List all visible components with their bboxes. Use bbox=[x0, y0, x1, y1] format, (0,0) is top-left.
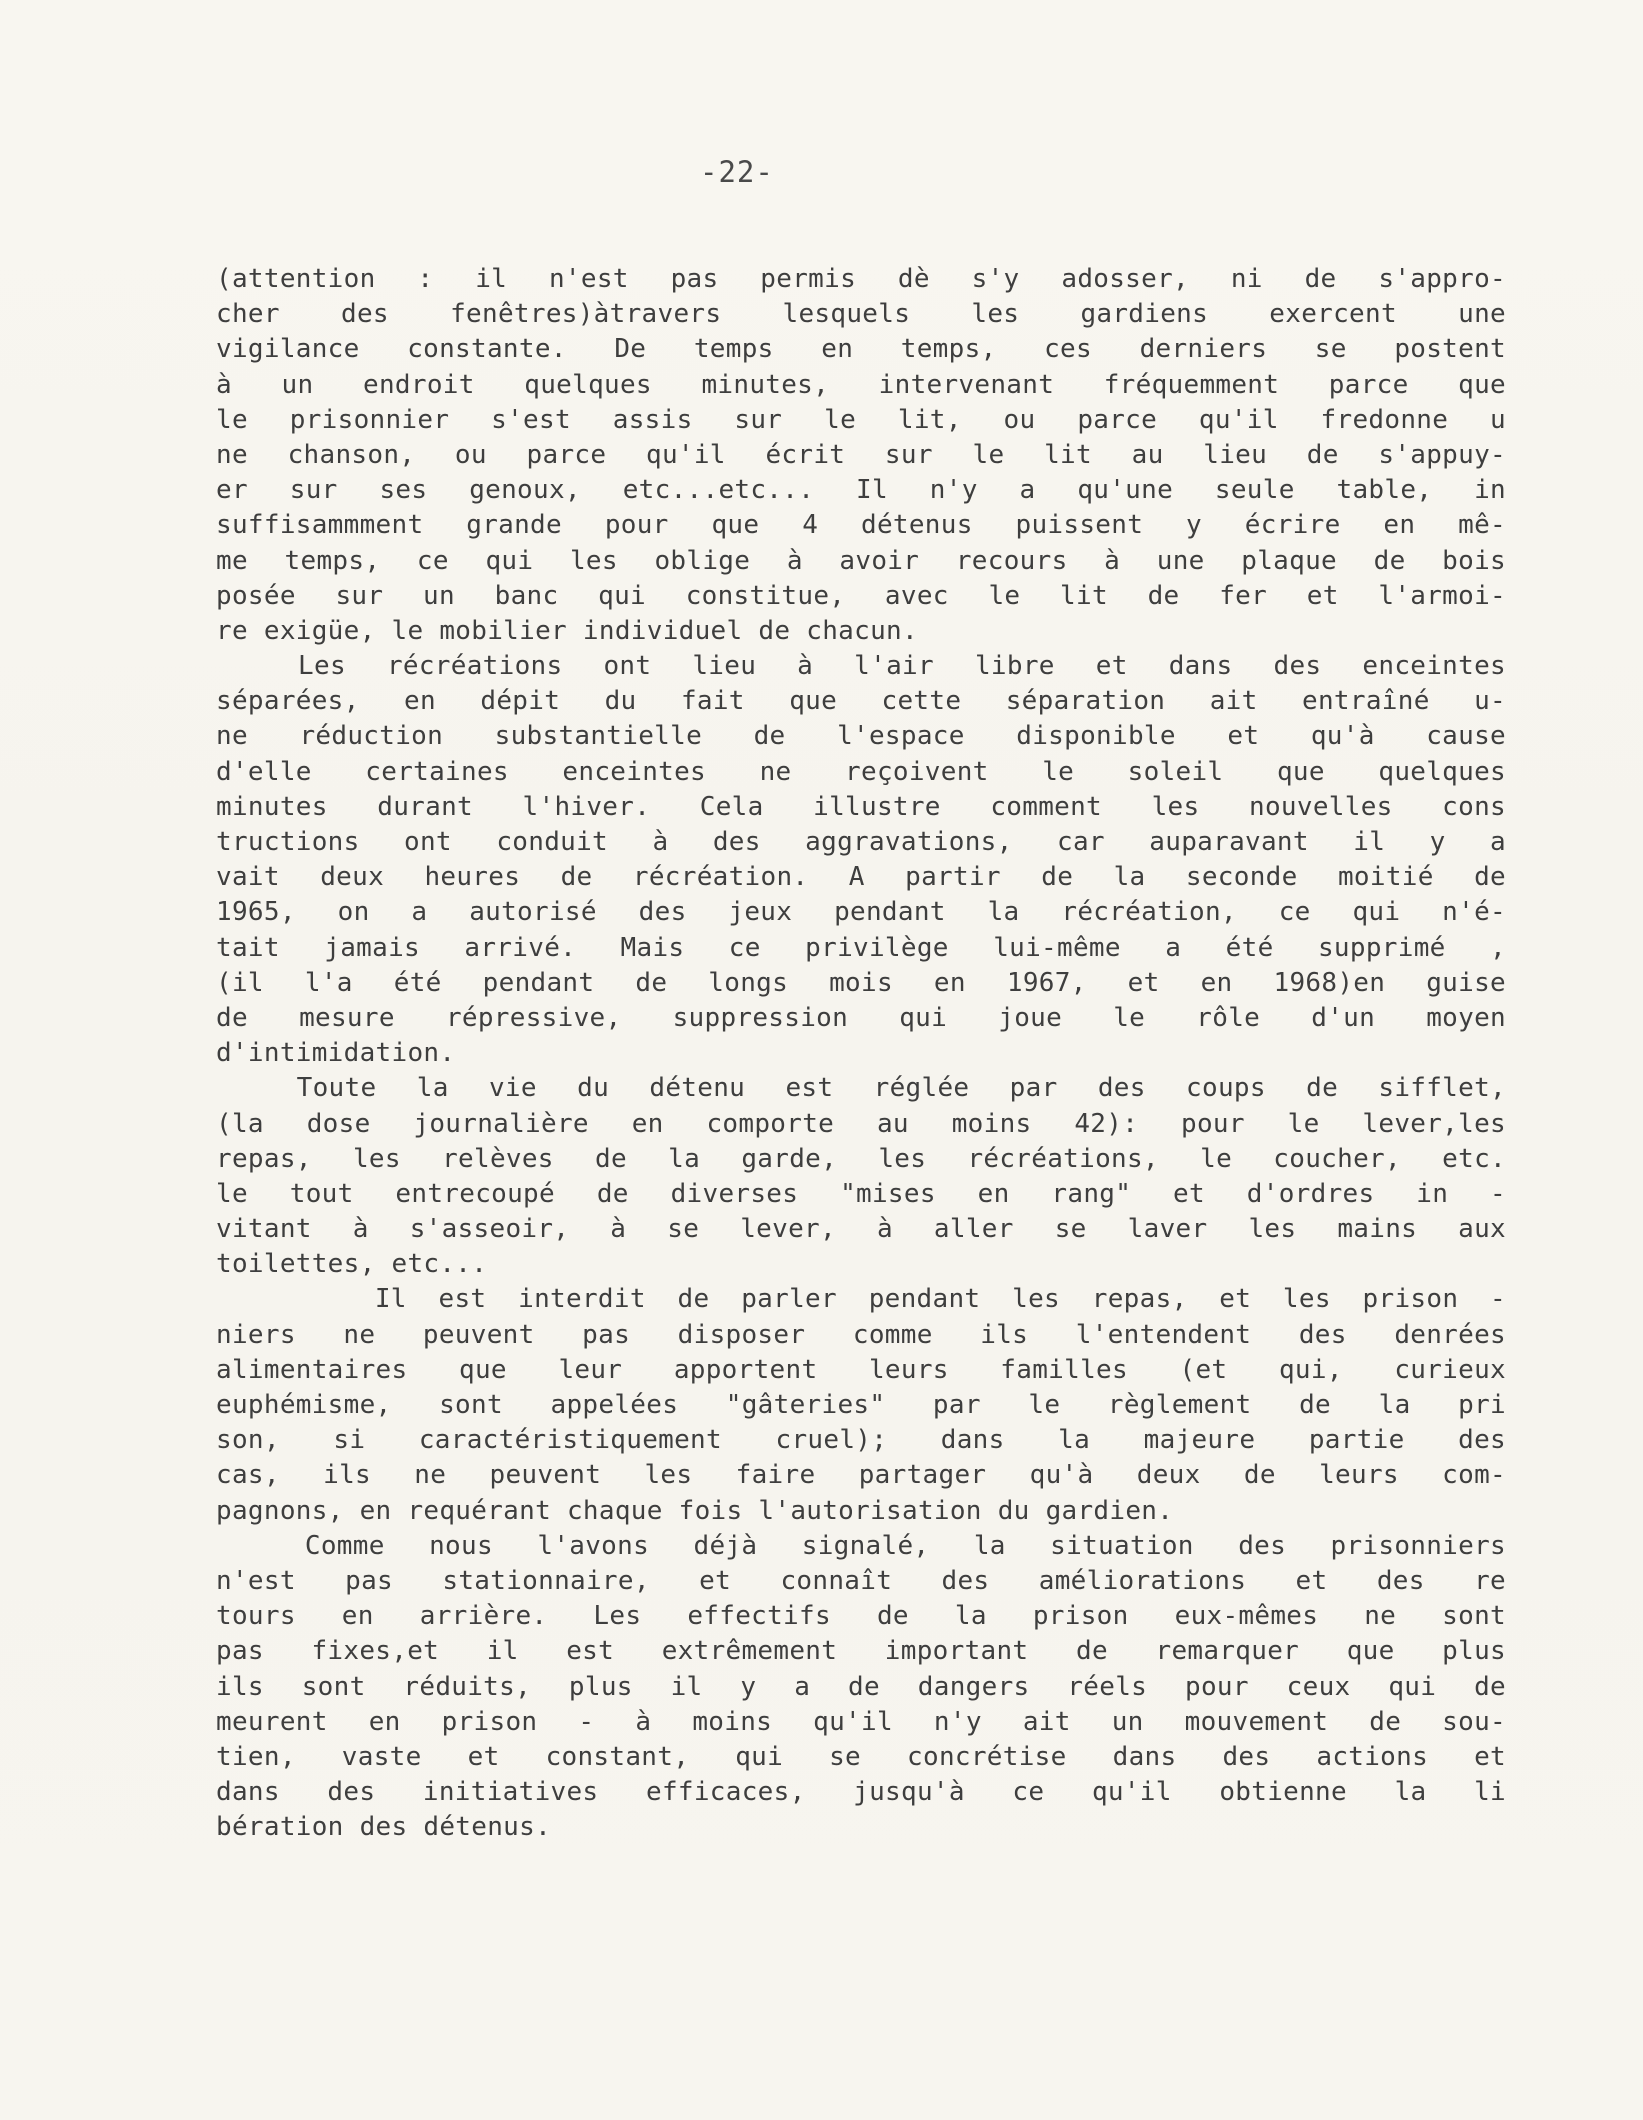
text-line: repas, les relèves de la garde, les récréations, le coucher, etc. bbox=[216, 1143, 1506, 1174]
text-line: meurent en prison - à moins qu'il n'y ait un mouvement de sou- bbox=[216, 1706, 1506, 1737]
text-line: vitant à s'asseoir, à se lever, à aller se laver les mains aux bbox=[216, 1214, 1506, 1245]
text-line: pagnons, en requérant chaque fois l'autorisation du gardien. bbox=[216, 1495, 1174, 1526]
text-line: cher des fenêtres)àtravers lesquels les gardiens exercent une bbox=[216, 299, 1506, 330]
text-line: ne chanson, ou parce qu'il écrit sur le lit au lieu de s'appuy- bbox=[216, 439, 1506, 470]
text-line: (il l'a été pendant de longs mois en 1967, et en 1968)en guise bbox=[216, 967, 1506, 998]
text-line: Comme nous l'avons déjà signalé, la situation des prisonniers bbox=[216, 1530, 1506, 1561]
text-line: d'intimidation. bbox=[216, 1038, 456, 1069]
text-line: ne réduction substantielle de l'espace disponible et qu'à cause bbox=[216, 721, 1506, 752]
text-line: alimentaires que leur apportent leurs familles (et qui, curieux bbox=[216, 1354, 1506, 1385]
text-line: minutes durant l'hiver. Cela illustre comment les nouvelles cons bbox=[216, 791, 1506, 822]
text-line: (attention : il n'est pas permis dè s'y adosser, ni de s'appro- bbox=[216, 264, 1506, 294]
page-number: -22- bbox=[700, 155, 774, 189]
text-line: n'est pas stationnaire, et connaît des améliorations et des re bbox=[216, 1565, 1506, 1596]
text-line: me temps, ce qui les oblige à avoir recours à une plaque de bois bbox=[216, 545, 1506, 576]
text-line: vait deux heures de récréation. A partir de la seconde moitié de bbox=[216, 862, 1506, 893]
text-line: 1965, on a autorisé des jeux pendant la récréation, ce qui n'é- bbox=[216, 897, 1506, 928]
text-line: euphémisme, sont appelées "gâteries" par le règlement de la pri bbox=[216, 1390, 1506, 1420]
text-line: Il est interdit de parler pendant les repas, et les prison - bbox=[216, 1284, 1506, 1315]
body-text bbox=[216, 262, 1506, 1845]
text-line: tait jamais arrivé. Mais ce privilège lui-même a été supprimé , bbox=[216, 932, 1506, 963]
text-line: cas, ils ne peuvent les faire partager qu'à deux de leurs com- bbox=[216, 1460, 1506, 1491]
text-line: tien, vaste et constant, qui se concrétise dans des actions et bbox=[216, 1741, 1506, 1772]
text-line: à un endroit quelques minutes, intervenant fréquemment parce que bbox=[216, 369, 1506, 400]
text-line: re exigüe, le mobilier individuel de chacun. bbox=[216, 615, 918, 646]
text-line: pas fixes,et il est extrêmement important de remarquer que plus bbox=[216, 1636, 1506, 1667]
text-line: niers ne peuvent pas disposer comme ils l'entendent des denrées bbox=[216, 1319, 1506, 1350]
text-line: vigilance constante. De temps en temps, ces derniers se postent bbox=[216, 334, 1506, 365]
text-line: suffisammment grande pour que 4 détenus puissent y écrire en mê- bbox=[216, 510, 1506, 541]
text-line: Toute la vie du détenu est réglée par des coups de sifflet, bbox=[216, 1073, 1506, 1104]
text-line: (la dose journalière en comporte au moins 42): pour le lever,les bbox=[216, 1108, 1506, 1139]
text-line: posée sur un banc qui constitue, avec le lit de fer et l'armoi- bbox=[216, 580, 1506, 611]
text-line: son, si caractéristiquement cruel); dans la majeure partie des bbox=[216, 1425, 1506, 1456]
text-line: tours en arrière. Les effectifs de la prison eux-mêmes ne sont bbox=[216, 1601, 1506, 1632]
text-line: le tout entrecoupé de diverses "mises en rang" et d'ordres in - bbox=[216, 1178, 1506, 1209]
text-line: bération des détenus. bbox=[216, 1812, 552, 1843]
text-line: er sur ses genoux, etc...etc... Il n'y a qu'une seule table, in bbox=[216, 475, 1506, 506]
text-line: toilettes, etc... bbox=[216, 1249, 488, 1280]
text-line: le prisonnier s'est assis sur le lit, ou parce qu'il fredonne u bbox=[216, 404, 1506, 435]
text-line: ils sont réduits, plus il y a de dangers réels pour ceux qui de bbox=[216, 1671, 1506, 1702]
text-line: séparées, en dépit du fait que cette séparation ait entraîné u- bbox=[216, 686, 1506, 717]
text-line: dans des initiatives efficaces, jusqu'à ce qu'il obtienne la li bbox=[216, 1777, 1506, 1808]
text-line: tructions ont conduit à des aggravations, car auparavant il y a bbox=[216, 827, 1506, 857]
text-line: de mesure répressive, suppression qui joue le rôle d'un moyen bbox=[216, 1002, 1506, 1033]
text-line: Les récréations ont lieu à l'air libre et dans des enceintes bbox=[216, 651, 1506, 682]
text-line: d'elle certaines enceintes ne reçoivent le soleil que quelques bbox=[216, 756, 1506, 787]
